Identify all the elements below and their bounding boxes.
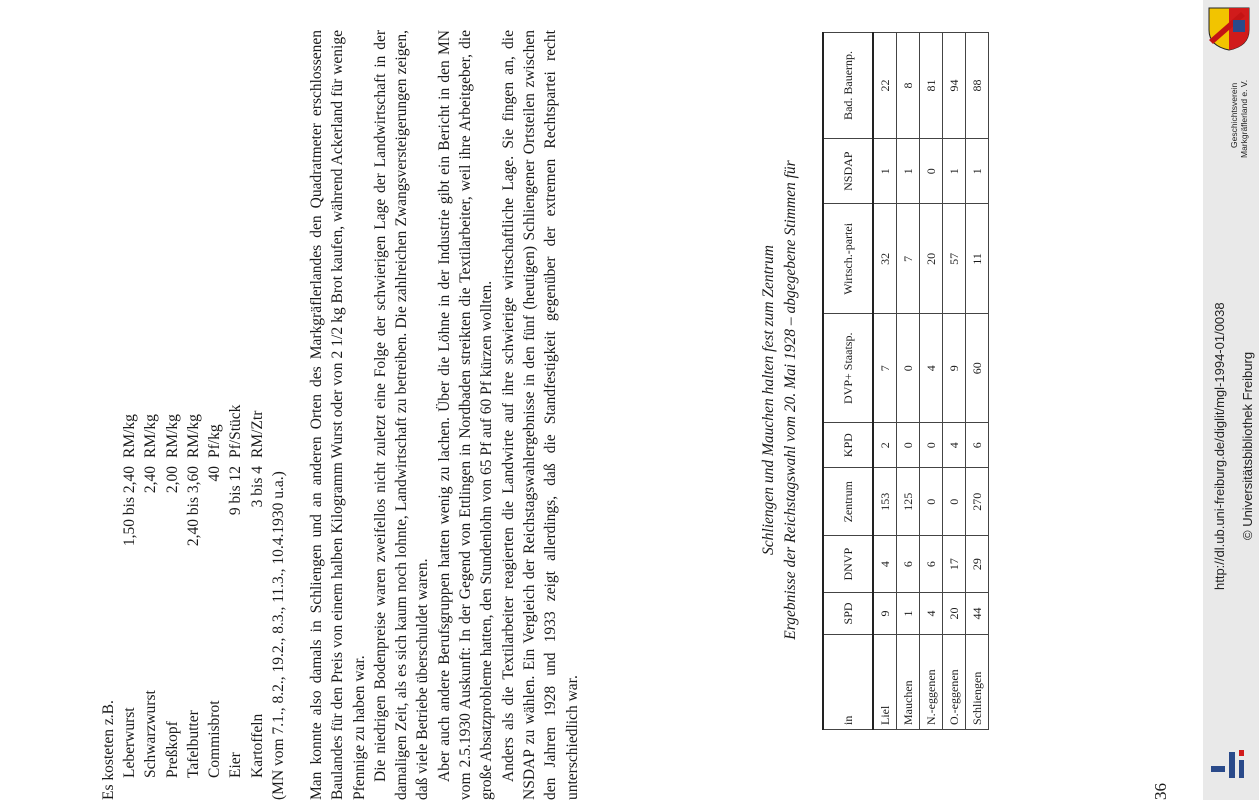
vote-count: 32 — [873, 204, 897, 314]
price-item: Kartoffeln — [248, 713, 266, 778]
society-name-line2: Markgräflerland e. V. — [1239, 79, 1249, 158]
price-row — [183, 338, 204, 778]
vote-count: 0 — [897, 314, 920, 423]
table-header-cell: Zentrum — [823, 468, 873, 536]
row-location: O.-eggenen — [943, 635, 966, 730]
vote-count: 8 — [897, 33, 920, 139]
price-row — [119, 338, 140, 778]
price-list — [119, 338, 268, 778]
paragraph-2: Die niedrigen Bodenpreise waren zweifellos nicht zuletzt eine Folge der schwierigen Lage der Landwirtschaft in der damaligen Zeit, als es sich kaum noch lohnte, Landwirtschaft zu betreiben. Die zahlreichen Zwangsversteigerungen zeigen, daß viele Betriebe überschuldet waren. — [371, 30, 432, 800]
vote-count: 1 — [873, 138, 897, 204]
vote-count: 125 — [897, 468, 920, 536]
table-header-cell: Bad. Bauernp. — [823, 33, 873, 139]
vote-count: 20 — [920, 204, 943, 314]
vote-count: 29 — [966, 536, 989, 593]
table-row — [943, 33, 966, 730]
vote-count: 0 — [897, 423, 920, 468]
vote-count: 4 — [943, 423, 966, 468]
price-value: 40 — [206, 466, 224, 482]
table-header-row — [823, 33, 873, 730]
row-location: Mauchen — [897, 635, 920, 730]
price-unit: Pf/Stück — [227, 404, 245, 458]
table-title: Schliengen und Mauchen halten fest zum Zentrum — [760, 245, 777, 555]
vote-count: 0 — [920, 468, 943, 536]
source-note: (MN vom 7.1., 8.2., 19.2., 8.3., 11.3., 10.4.1930 u.a.) — [270, 471, 287, 800]
vote-count: 153 — [873, 468, 897, 536]
table-header-cell: NSDAP — [823, 138, 873, 204]
table-body — [873, 33, 989, 730]
table-row — [897, 33, 920, 730]
price-unit: RM/kg — [184, 414, 202, 458]
vote-count: 1 — [943, 138, 966, 204]
vote-count: 4 — [920, 592, 943, 634]
price-unit: RM/kg — [142, 414, 160, 458]
vote-count: 6 — [920, 536, 943, 593]
vote-count: 60 — [966, 314, 989, 423]
price-value: 1,50 bis 2,40 — [121, 466, 138, 547]
price-unit: RM/kg — [163, 414, 181, 458]
vote-count: 9 — [943, 314, 966, 423]
vote-count: 4 — [920, 314, 943, 423]
price-value: 2,40 — [142, 466, 160, 494]
price-row — [162, 338, 183, 778]
row-location: Liel — [873, 635, 897, 730]
price-unit: RM/kg — [121, 414, 138, 458]
paragraph-4: Anders als die Textilarbeiter reagierten die Landwirte auf ihre schwierige wirtschaftliche Lage. Sie fingen an, die NSDAP zu wählen. Ein Vergleich der Reichstagswahlergebnisse in den fünf (heutigen) Schliengener Ortsteilen zwischen den Jahren 1928 und 1933 zeigt allerdings, daß die Standfestigkeit gegenüber der extremen Rechtspartei recht unterschiedlich war. — [499, 30, 581, 800]
price-item: Eier — [227, 752, 245, 778]
vote-count: 6 — [897, 536, 920, 593]
price-item: Commisbrot — [206, 700, 224, 778]
vote-count: 2 — [873, 423, 897, 468]
university-library-logo-icon[interactable] — [1209, 748, 1247, 780]
price-unit: Pf/kg — [206, 424, 224, 458]
vote-count: 57 — [943, 204, 966, 314]
price-row — [247, 338, 268, 778]
price-row — [204, 338, 225, 778]
vote-count: 4 — [873, 536, 897, 593]
vote-count: 22 — [873, 33, 897, 139]
price-item: Leberwurst — [121, 707, 138, 778]
copyright-notice: © Universitätsbibliothek Freiburg — [1240, 351, 1255, 540]
table-row — [873, 33, 897, 730]
vote-count: 270 — [966, 468, 989, 536]
table-header-cell: DNVP — [823, 536, 873, 593]
vote-count: 6 — [966, 423, 989, 468]
vote-count: 0 — [920, 138, 943, 204]
society-name-line1: Geschichtsverein — [1229, 82, 1239, 148]
price-value: 2,40 bis 3,60 — [184, 466, 202, 547]
price-item: Preßkopf — [163, 721, 181, 778]
vote-count: 1 — [966, 138, 989, 204]
price-value: 3 bis 4 — [248, 466, 266, 508]
row-location: N.-eggenen — [920, 635, 943, 730]
price-row — [225, 338, 246, 778]
vote-count: 0 — [920, 423, 943, 468]
price-item: Schwarzwurst — [142, 690, 160, 778]
vote-count: 7 — [897, 204, 920, 314]
vote-count: 94 — [943, 33, 966, 139]
row-location: Schliengen — [966, 635, 989, 730]
table-header-cell: KPD — [823, 423, 873, 468]
vote-count: 20 — [943, 592, 966, 634]
vote-count: 1 — [897, 138, 920, 204]
paragraph-3: Aber auch andere Berufsgruppen hatten wenig zu lachen. Über die Löhne in der Industrie gibt ein Bericht in den MN vom 2.5.1930 Auskunft: In der Gegend von Ettlingen in Nordbaden streikten die Textilarbeiter, weil ihre Arbeitgeber, die große Absatzprobleme hatten, den Stundenlohn von 65 Pf auf 60 Pf kürzen wollten. — [435, 30, 496, 800]
vote-count: 81 — [920, 33, 943, 139]
price-value: 2,00 — [163, 466, 181, 494]
vote-count: 7 — [873, 314, 897, 423]
table-caption: Ergebnisse der Reichstagswahl vom 20. Mai 1928 – abgegebene Stimmen für — [782, 160, 799, 640]
table-header-cell: DVP+ Staatsp. — [823, 314, 873, 423]
intro-line: Es kosteten z.B. — [100, 700, 117, 800]
vote-count: 44 — [966, 592, 989, 634]
paragraph-1: Man konnte also damals in Schliengen und an anderen Orten des Markgräflerlandes den Quadratmeter erschlossenen Baulandes für den Preis von einem halben Kilogramm Wurst oder von 2 1/2 kg Brot kaufen, während Ackerland für wenige Pfennige zu haben war. — [308, 30, 368, 800]
rotated-page — [80, 0, 1200, 800]
price-value: 9 bis 12 — [227, 466, 245, 516]
coat-of-arms-icon[interactable] — [1207, 6, 1251, 52]
table-header-cell: Wirtsch.-partei — [823, 204, 873, 314]
document-url[interactable]: http://dl.ub.uni-freiburg.de/diglit/mgl-1994-01/0038 — [1212, 302, 1227, 590]
price-item: Tafelbutter — [184, 710, 202, 778]
election-table — [822, 32, 989, 730]
table-row — [966, 33, 989, 730]
body-text — [306, 30, 583, 800]
vote-count: 9 — [873, 592, 897, 634]
price-unit: RM/Ztr — [248, 410, 266, 458]
vote-count: 11 — [966, 204, 989, 314]
table-row — [920, 33, 943, 730]
price-row — [140, 338, 161, 778]
vote-count: 1 — [897, 592, 920, 634]
vote-count: 0 — [943, 468, 966, 536]
vote-count: 17 — [943, 536, 966, 593]
table-header-cell: SPD — [823, 592, 873, 634]
table-header-cell: in — [823, 635, 873, 730]
vote-count: 88 — [966, 33, 989, 139]
page-number: 36 — [1151, 783, 1170, 800]
